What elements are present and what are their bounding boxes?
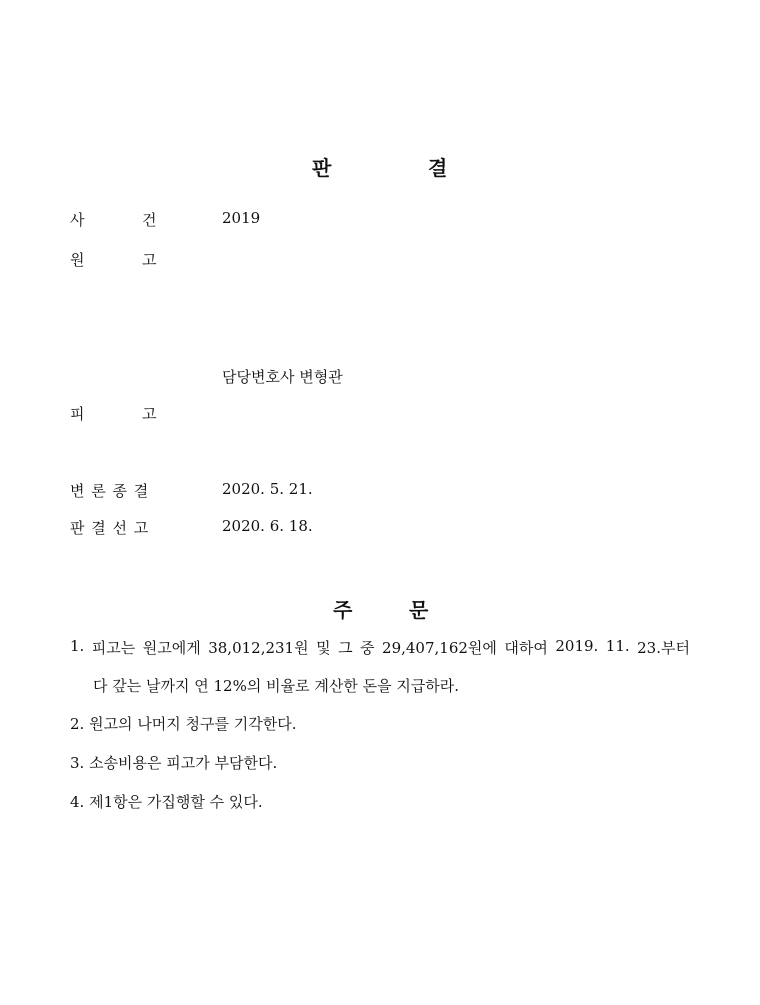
judgment-title-left: 판	[312, 156, 332, 180]
order-item-1-word: 1.	[70, 637, 85, 655]
order-item-1-word: 피고는	[91, 639, 136, 657]
defendant-label-a: 피	[70, 405, 85, 423]
case-label-b: 건	[142, 211, 157, 229]
order-item-1-word: 23.부터	[637, 639, 690, 657]
order-item-1-word: 대하여	[504, 639, 548, 657]
order-item-1-word: 38,012,231원	[208, 639, 309, 657]
order-item-1-line1	[70, 637, 690, 658]
closing-row	[0, 480, 760, 504]
judgment-title-right: 결	[428, 156, 448, 180]
counsel-value: 담당변호사 변형관	[222, 368, 343, 386]
order-item-2: 2. 원고의 나머지 청구를 기각한다.	[70, 715, 297, 733]
order-item-1-word: 그	[338, 639, 353, 657]
plaintiff-label-a: 원	[70, 251, 85, 269]
order-item-4: 4. 제1항은 가집행할 수 있다.	[70, 793, 263, 811]
order-item-1-word: 11.	[605, 637, 630, 655]
defendant-label-b: 고	[142, 405, 157, 423]
order-item-1-line2: 다 갚는 날까지 연 12%의 비율로 계산한 돈을 지급하라.	[93, 677, 460, 695]
counsel-row	[0, 366, 760, 390]
case-label-a: 사	[70, 211, 85, 229]
closing-label: 변 론 종 결	[70, 482, 150, 500]
ruling-value: 2020. 6. 18.	[222, 517, 313, 535]
order-item-1-word: 2019.	[555, 637, 599, 655]
order-item-1-word: 29,407,162원에	[382, 639, 497, 657]
order-item-1-word: 및	[316, 639, 331, 657]
ruling-label: 판 결 선 고	[70, 519, 150, 537]
order-item-1	[70, 637, 690, 658]
defendant-row	[0, 403, 760, 427]
plaintiff-label-b: 고	[142, 251, 157, 269]
case-row	[0, 209, 760, 233]
plaintiff-row	[0, 249, 760, 273]
ruling-row	[0, 517, 760, 541]
closing-value: 2020. 5. 21.	[222, 480, 313, 498]
case-value: 2019	[222, 209, 261, 227]
order-title-right: 문	[409, 598, 429, 622]
order-title-left: 주	[333, 598, 353, 622]
order-item-1-word: 중	[360, 639, 375, 657]
order-item-1-word: 원고에게	[142, 639, 201, 657]
order-item-3: 3. 소송비용은 피고가 부담한다.	[70, 754, 278, 772]
